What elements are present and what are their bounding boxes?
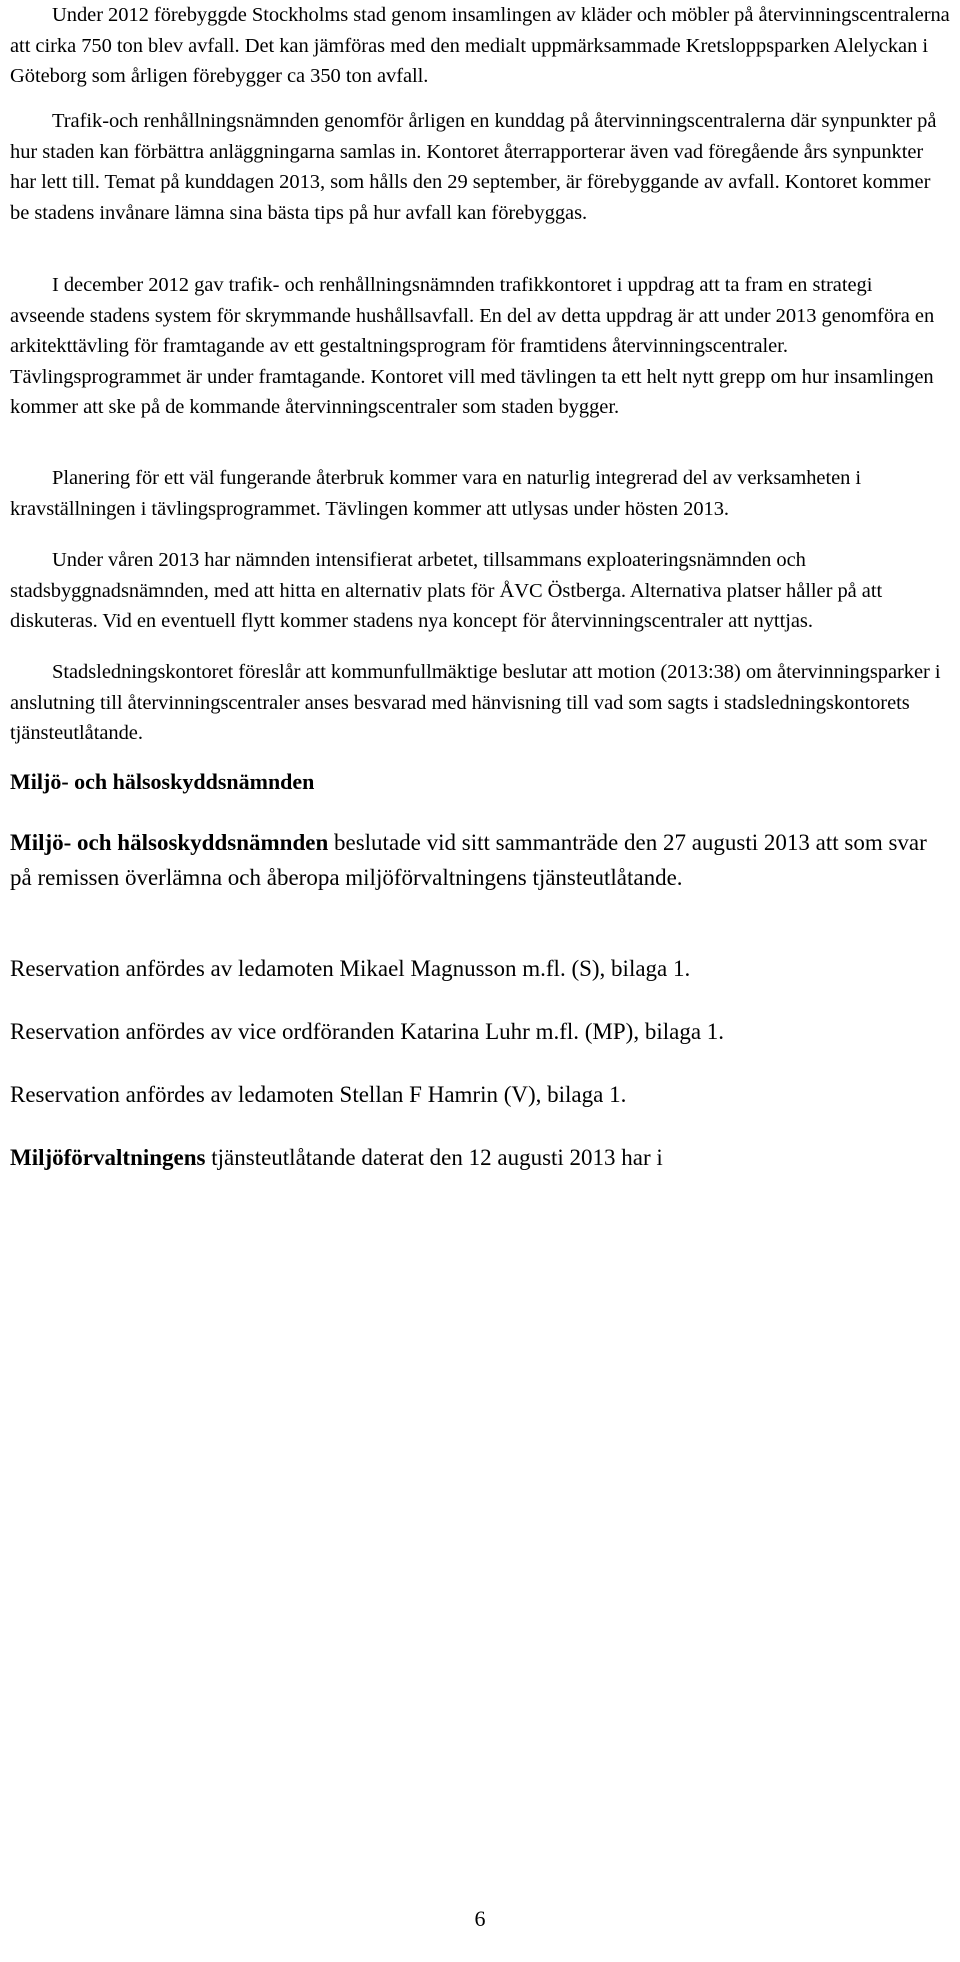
closing-bold: Miljöförvaltningens [10, 1145, 206, 1170]
paragraph-p3 [10, 270, 950, 423]
page-number: 6 [474, 1906, 486, 1931]
paragraph-p2 [10, 106, 950, 228]
paragraph-text: Stadsledningskontoret föreslår att kommunfullmäktige beslutar att motion (2013:38) om återvinningsparker i anslutning till återvinningscentraler anses besvarad med hänvisning till vad som sagts i stadsledningskontorets tjänsteutlåtande. [10, 661, 941, 744]
reservation-1 [10, 951, 950, 986]
section-heading-text: Miljö- och hälsoskyddsnämnden [10, 769, 315, 794]
reservation-2 [10, 1014, 950, 1049]
reservation-text: Reservation anfördes av vice ordföranden Katarina Luhr m.fl. (MP), bilaga 1. [10, 1019, 725, 1044]
reservation-text: Reservation anfördes av ledamoten Stellan F Hamrin (V), bilaga 1. [10, 1082, 627, 1107]
decision-paragraph [10, 825, 950, 895]
paragraph-text: Planering för ett väl fungerande återbruk kommer vara en naturlig integrerad del av verksamheten i kravställningen i tävlingsprogrammet. Tävlingen kommer att utlysas under hösten 2013. [10, 467, 862, 520]
decision-text [10, 825, 950, 895]
paragraph-p5 [10, 545, 950, 637]
paragraph-text: Under 2012 förebyggde Stockholms stad genom insamlingen av kläder och möbler på återvinningscentralerna att cirka 750 ton blev avfall. Det kan jämföras med den medialt uppmärksammade Kretsloppsparken Alelyckan i Göteborg som årligen förebygger ca 350 ton avfall. [10, 4, 950, 87]
paragraph-text: Under våren 2013 har nämnden intensifierat arbetet, tillsammans exploateringsnämnden och stadsbyggnadsnämnden, med att hitta en alternativ plats för ÅVC Östberga. Alternativa platser håller på att diskuteras. Vid en eventuell flytt kommer stadens nya koncept för återvinningscentraler att nyttjas. [10, 549, 883, 632]
paragraph-p1 [10, 0, 950, 92]
closing-text [10, 1140, 950, 1175]
paragraph-text: Trafik-och renhållningsnämnden genomför årligen en kunddag på återvinningscentralerna där synpunkter på hur staden kan förbättra anläggningarna samlas in. Kontoret återrapporterar även vad föregående års synpunkter har lett till. Temat på kunddagen 2013, som hålls den 29 september, är förebyggande av avfall. Kontoret kommer be stadens invånare lämna sina bästa tips på hur avfall kan förebyggas. [10, 110, 937, 224]
section-heading [10, 769, 950, 795]
closing-rest: tjänsteutlåtande daterat den 12 augusti 2013 har i [205, 1145, 663, 1170]
decision-bold: Miljö- och hälsoskyddsnämnden [10, 830, 329, 855]
reservation-text: Reservation anfördes av ledamoten Mikael Magnusson m.fl. (S), bilaga 1. [10, 956, 691, 981]
paragraph-p6 [10, 657, 950, 749]
closing-paragraph [10, 1140, 950, 1175]
paragraph-text: I december 2012 gav trafik- och renhållningsnämnden trafikkontoret i uppdrag att ta fram en strategi avseende stadens system för skrymmande hushållsavfall. En del av detta uppdrag är att under 2013 genomföra en arkitekttävling för framtagande av ett gestaltningsprogram för framtidens återvinningscentraler. Tävlingsprogrammet är under framtagande. Kontoret vill med tävlingen ta ett helt nytt grepp om hur insamlingen kommer att ske på de kommande återvinningscentraler som staden bygger. [10, 274, 935, 418]
reservation-3 [10, 1077, 950, 1112]
paragraph-p4 [10, 463, 950, 524]
decision-rest: beslutade vid sitt sammanträde den 27 augusti 2013 att som svar på remissen överlämna och åberopa miljöförvaltningens tjänsteutlåtande. [10, 830, 927, 890]
